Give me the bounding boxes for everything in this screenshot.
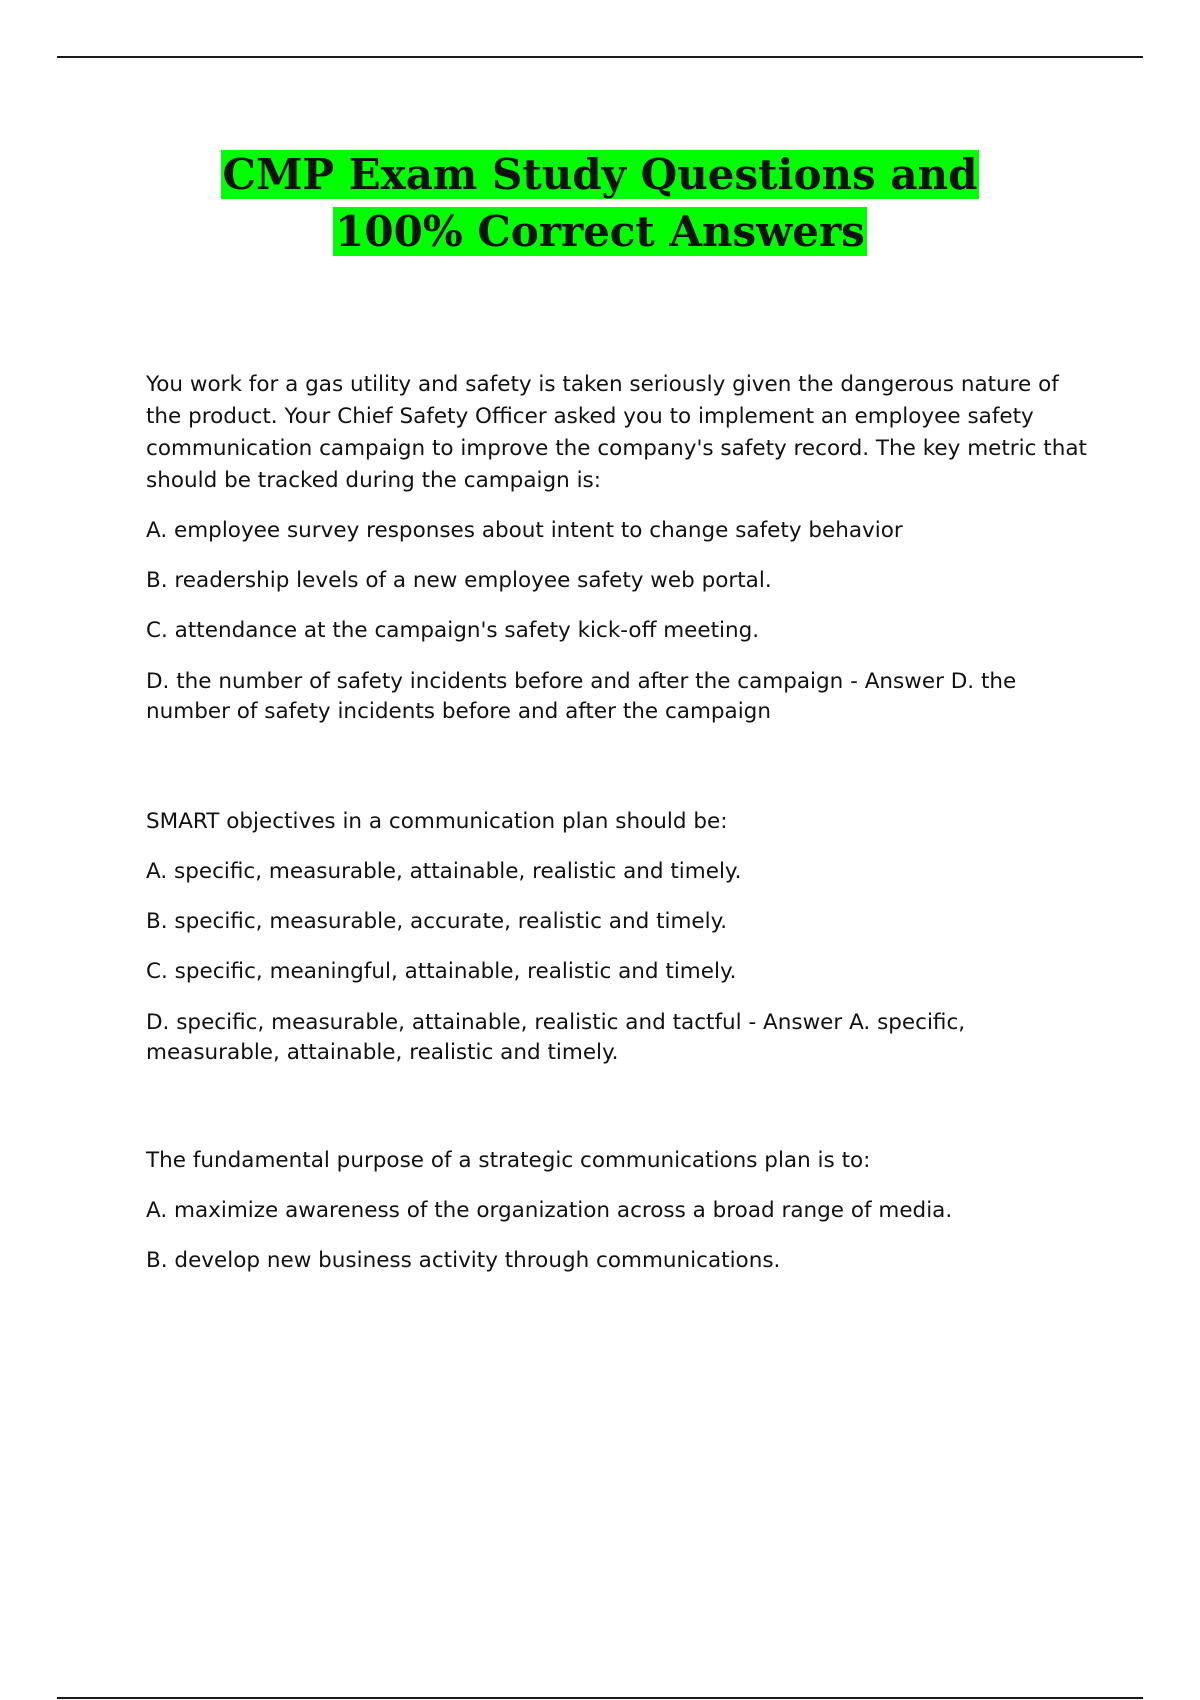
answer-option-d: D. the number of safety incidents before and after the campaign - Answer D. the number of safety incidents before and after the campaign: [146, 669, 1017, 724]
answer-option-c: C. attendance at the campaign's safety kick-off meeting.: [146, 618, 760, 643]
answer-option-d: D. specific, measurable, attainable, realistic and tactful - Answer A. specific, measurable, attainable, realistic and timely.: [146, 1010, 966, 1065]
header-rule: [57, 56, 1143, 58]
answer-option-b: B. develop new business activity through communications.: [146, 1248, 781, 1273]
question-block-3: [146, 1145, 1096, 1277]
title-line-1: CMP Exam Study Questions and: [222, 150, 978, 199]
answer-option-c: C. specific, meaningful, attainable, realistic and timely.: [146, 959, 737, 984]
answer-option-a: A. specific, measurable, attainable, realistic and timely.: [146, 859, 742, 884]
question-block-2: [146, 806, 1096, 1068]
answer-option-a: A. employee survey responses about intent to change safety behavior: [146, 518, 903, 543]
answer-option-a: A. maximize awareness of the organization across a broad range of media.: [146, 1198, 953, 1223]
question-stem: SMART objectives in a communication plan should be:: [146, 809, 728, 834]
question-block-1: [146, 369, 1096, 727]
answer-option-b: B. readership levels of a new employee safety web portal.: [146, 568, 772, 593]
answer-option-b: B. specific, measurable, accurate, realistic and timely.: [146, 909, 728, 934]
question-stem: You work for a gas utility and safety is taken seriously given the dangerous nature of the product. Your Chief Safety Officer asked you to implement an employee safety communication campaign to improve the company's safety record. The key metric that should be tracked during the campaign is:: [146, 372, 1087, 493]
question-stem: The fundamental purpose of a strategic communications plan is to:: [146, 1148, 871, 1173]
footer-rule: [57, 1697, 1143, 1699]
document-title: [0, 146, 1200, 260]
title-line-2: 100% Correct Answers: [335, 207, 865, 256]
